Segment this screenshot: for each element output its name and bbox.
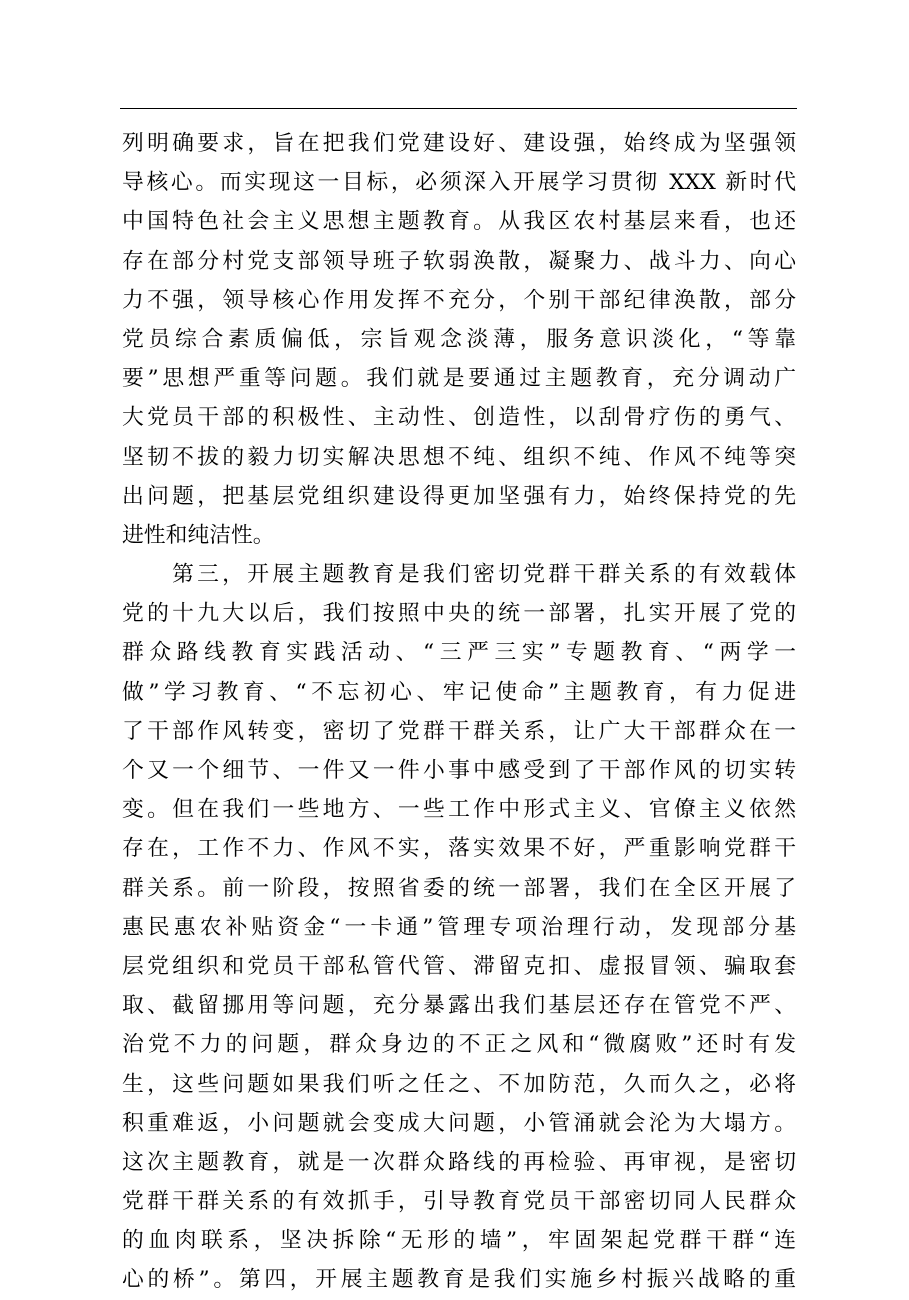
text-line-19: 存在，工作不力、作风不实，落实效果不好，严重影响党群干 (122, 836, 796, 862)
text-line-8: 大党员干部的积极性、主动性、创造性，以刮骨疗伤的勇气、 (122, 405, 796, 431)
text-line-2: 导核心。而实现这一目标，必须深入开展学习贯彻 XXX 新时代 (122, 170, 796, 196)
text-line-27: 这次主题教育，就是一次群众路线的再检验、再审视，是密切 (122, 1149, 796, 1175)
text-line-23: 取、截留挪用等问题，充分暴露出我们基层还存在管党不严、 (122, 993, 796, 1019)
text-line-3: 中国特色社会主义思想主题教育。从我区农村基层来看，也还 (122, 209, 796, 235)
text-line-13: 党的十九大以后，我们按照中央的统一部署，扎实开展了党的 (122, 601, 796, 627)
text-line-21: 惠民惠农补贴资金“一卡通”管理专项治理行动，发现部分基 (122, 914, 796, 940)
text-line-20: 群关系。前一阶段，按照省委的统一部署，我们在全区开展了 (122, 875, 796, 901)
text-line-29: 的血肉联系，坚决拆除“无形的墙”，牢固架起党群干群“连 (122, 1228, 796, 1254)
text-line-17: 个又一个细节、一件又一件小事中感受到了干部作风的切实转 (122, 758, 796, 783)
text-line-6: 党员综合素质偏低，宗旨观念淡薄，服务意识淡化，“等靠 (122, 326, 796, 352)
text-line-9: 坚韧不拔的毅力切实解决思想不纯、组织不纯、作风不纯等突 (122, 444, 796, 470)
text-line-28: 党群干群关系的有效抓手，引导教育党员干部密切同人民群众 (122, 1189, 796, 1215)
body-text (122, 124, 796, 1300)
text-line-26: 积重难返，小问题就会变成大问题，小管涌就会沦为大塌方。 (122, 1110, 796, 1136)
text-line-7: 要”思想严重等问题。我们就是要通过主题教育，充分调动广 (122, 366, 796, 392)
text-line-5: 力不强，领导核心作用发挥不充分，个别干部纪律涣散，部分 (122, 287, 796, 313)
text-line-1: 列明确要求，旨在把我们党建设好、建设强，始终成为坚强领 (122, 131, 796, 156)
text-line-4: 存在部分村党支部领导班子软弱涣散，凝聚力、战斗力、向心 (122, 248, 796, 274)
text-line-25: 生，这些问题如果我们听之任之、不加防范，久而久之，必将 (122, 1071, 796, 1097)
text-line-22: 层党组织和党员干部私管代管、滞留克扣、虚报冒领、骗取套 (122, 953, 796, 979)
text-line-15: 做”学习教育、“不忘初心、牢记使命”主题教育，有力促进 (122, 679, 796, 705)
text-line-10: 出问题，把基层党组织建设得更加坚强有力，始终保持党的先 (122, 483, 796, 509)
text-line-14: 群众路线教育实践活动、“三严三实”专题教育、“两学一 (122, 640, 796, 666)
section-heading-third: 第三，开展主题教育是我们密切党群干群关系的有效载体 (172, 562, 796, 588)
text-line-16: 了干部作风转变，密切了党群干群关系，让广大干部群众在一 (122, 718, 796, 744)
text-line-24: 治党不力的问题，群众身边的不正之风和“微腐败”还时有发 (122, 1032, 796, 1058)
text-line-18: 变。但在我们一些地方、一些工作中形式主义、官僚主义依然 (122, 797, 796, 823)
text-line-11: 进性和纯洁性。 (122, 522, 275, 548)
text-line-30: 心的桥”。第四，开展主题教育是我们实施乡村振兴战略的重 (122, 1267, 796, 1293)
header-rule (120, 108, 797, 109)
